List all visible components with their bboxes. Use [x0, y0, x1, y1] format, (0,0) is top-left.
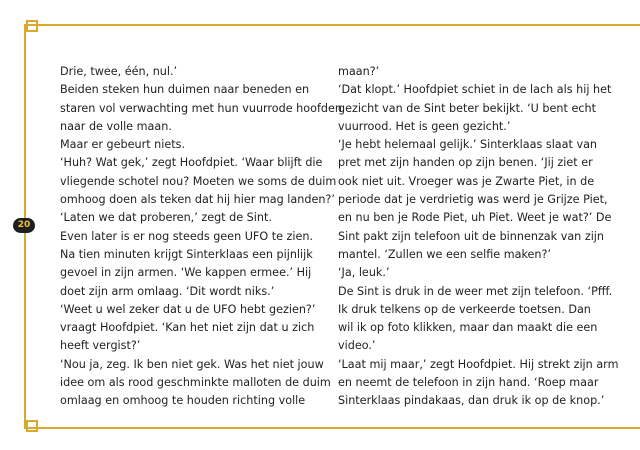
text-line: ‘Huh? Wat gek,’ zegt Hoofdpiet. ‘Waar blijft die	[60, 156, 323, 170]
text-line: omhoog doen als teken dat hij hier mag landen?’	[60, 193, 335, 207]
text-line: ‘Dat klopt.’ Hoofdpiet schiet in de lach als hij het	[338, 83, 612, 97]
page-number-badge: 20	[13, 218, 35, 233]
text-line: Na tien minuten krijgt Sinterklaas een pijnlijk	[60, 247, 313, 261]
text-line: ‘Je hebt helemaal gelijk.’ Sinterklaas slaat van	[338, 138, 598, 152]
text-line: Beiden steken hun duimen naar beneden en	[60, 83, 310, 97]
text-line: vuurrood. Het is geen gezicht.’	[338, 119, 511, 133]
border-top	[24, 24, 640, 26]
text-line: Even later is er nog steeds geen UFO te zien.	[60, 229, 314, 243]
text-line: De Sint is druk in de weer met zijn telefoon. ‘Pfff.	[338, 284, 613, 298]
text-line: ‘Laat mij maar,’ zegt Hoofdpiet. Hij strekt zijn arm	[338, 357, 619, 371]
corner-ornament-bottom-left	[26, 420, 38, 432]
text-line: heeft vergist?’	[60, 339, 141, 353]
text-line: staren vol verwachting met hun vuurrode hoofden	[60, 101, 342, 115]
text-line: Ik druk telkens op de verkeerde toetsen. Dan	[338, 302, 591, 316]
text-line: ‘Laten we dat proberen,’ zegt de Sint.	[60, 211, 272, 225]
text-line: Maar er gebeurt niets.	[60, 138, 186, 152]
right-text-column	[338, 63, 619, 411]
text-line: ‘Weet u wel zeker dat u de UFO hebt gezien?’	[60, 302, 316, 316]
text-line: en nu ben je Rode Piet, uh Piet. Weet je wat?’ De	[338, 211, 612, 225]
text-line: gevoel in zijn armen. ‘We kappen ermee.’ Hij	[60, 266, 312, 280]
text-line: vraagt Hoofdpiet. ‘Kan het niet zijn dat u zich	[60, 321, 315, 335]
text-line: pret met zijn handen op zijn benen. ‘Jij ziet er	[338, 156, 593, 170]
text-line: periode dat je verdrietig was werd je Grijze Piet,	[338, 193, 608, 207]
text-line: Drie, twee, één, nul.’	[60, 65, 178, 78]
text-line: mantel. ‘Zullen we een selfie maken?’	[338, 247, 551, 261]
text-line: doet zijn arm omlaag. ‘Dit wordt niks.’	[60, 284, 275, 298]
text-line: video.’	[338, 339, 376, 353]
text-line: maan?’	[338, 65, 380, 78]
text-line: ‘Ja, leuk.’	[338, 266, 390, 280]
text-line: wil ik op foto klikken, maar dan maakt die een	[338, 321, 598, 335]
text-line: ook niet uit. Vroeger was je Zwarte Piet, in de	[338, 174, 595, 188]
text-line: omlaag en omhoog te houden richting volle	[60, 394, 306, 408]
corner-ornament-top-left	[26, 20, 38, 32]
text-line: naar de volle maan.	[60, 119, 172, 133]
border-bottom	[24, 427, 640, 429]
text-line: Sint pakt zijn telefoon uit de binnenzak van zijn	[338, 229, 605, 243]
left-text-column	[60, 63, 342, 411]
text-line: gezicht van de Sint beter bekijkt. ‘U bent echt	[338, 101, 596, 115]
text-line: Sinterklaas pindakaas, dan druk ik op de knop.’	[338, 394, 605, 408]
text-line: en neemt de telefoon in zijn hand. ‘Roep maar	[338, 376, 599, 390]
text-line: idee om als rood geschminkte malloten de duim	[60, 376, 331, 390]
text-line: vliegende schotel nou? Moeten we soms de duim	[60, 174, 337, 188]
text-line: ‘Nou ja, zeg. Ik ben niet gek. Was het niet jouw	[60, 357, 324, 371]
